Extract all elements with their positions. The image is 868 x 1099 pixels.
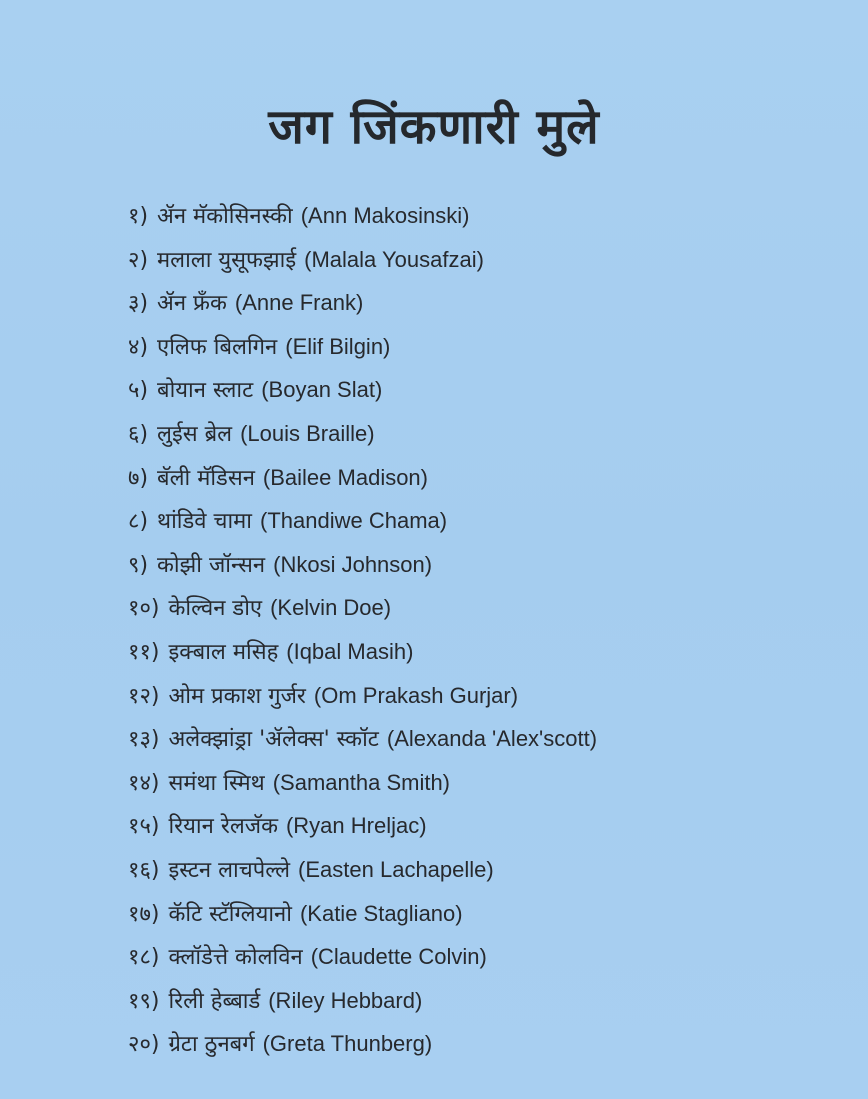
item-number: ११) (128, 639, 160, 665)
item-name-english: (Elif Bilgin) (285, 333, 391, 359)
list-item (128, 804, 597, 848)
item-name-marathi: कोझी जॉन्सन (157, 552, 266, 578)
item-name-marathi: इक्बाल मसिह (168, 639, 279, 665)
item-number: ९) (128, 552, 149, 578)
item-name-english: (Malala Yousafzai) (304, 246, 484, 272)
item-name-marathi: कॅटि स्टॅग्लियानो (168, 901, 292, 927)
item-name-marathi: ग्रेटा ठुनबर्ग (168, 1032, 255, 1058)
item-name-english: (Kelvin Doe) (270, 595, 392, 621)
item-number: १४) (128, 770, 160, 796)
item-name-marathi: रियान रेलजॅक (168, 814, 278, 840)
list-item (128, 717, 597, 761)
item-name-marathi: बोयान स्लाट (157, 378, 254, 404)
item-name-marathi: ॲन मॅकोसिनस्की (157, 204, 293, 229)
list-item (128, 499, 597, 543)
item-number: ६) (128, 421, 149, 447)
list-item (128, 848, 597, 892)
item-number: ३) (128, 291, 149, 317)
item-number: १६) (128, 857, 160, 883)
item-name-english: (Greta Thunberg) (262, 1031, 433, 1057)
item-name-english: (Nkosi Johnson) (273, 551, 433, 577)
list-item (128, 456, 597, 500)
item-name-english: (Iqbal Masih) (286, 638, 414, 664)
item-name-english: (Ryan Hreljac) (285, 813, 427, 839)
list-item (128, 935, 597, 979)
list-item (128, 368, 597, 412)
names-list (128, 194, 597, 1066)
list-item (128, 630, 597, 674)
item-name-marathi: इस्टन लाचपेल्ले (168, 857, 291, 883)
item-number: ५) (128, 378, 149, 404)
item-number: १) (128, 204, 149, 229)
list-item (128, 586, 597, 630)
list-item (128, 979, 597, 1023)
item-number: १७) (128, 901, 160, 927)
list-item (128, 194, 597, 238)
item-number: १५) (128, 814, 160, 840)
item-name-english: (Easten Lachapelle) (298, 856, 494, 882)
list-item (128, 761, 597, 805)
item-name-marathi: क्लॉडेत्ते कोलविन (168, 945, 303, 971)
item-number: ४) (128, 334, 149, 360)
list-item (128, 892, 597, 936)
item-number: १३) (128, 727, 160, 753)
item-name-english: (Louis Braille) (240, 420, 375, 446)
item-number: १९) (128, 988, 160, 1014)
item-name-marathi: केल्विन डोए (168, 596, 263, 622)
item-name-english: (Claudette Colvin) (310, 944, 487, 970)
item-name-english: (Ann Makosinski) (300, 203, 470, 228)
item-name-english: (Katie Stagliano) (299, 900, 463, 926)
item-number: २) (128, 247, 149, 273)
item-name-english: (Alexanda 'Alex'scott) (386, 726, 598, 752)
item-name-marathi: अलेक्झांड्रा 'ॲलेक्स' स्कॉट (168, 727, 379, 753)
item-number: २०) (128, 1032, 160, 1058)
item-name-english: (Boyan Slat) (261, 377, 383, 403)
item-name-marathi: ओम प्रकाश गुर्जर (168, 683, 306, 709)
list-item (128, 543, 597, 587)
item-name-english: (Riley Hebbard) (268, 987, 423, 1013)
item-number: १८) (128, 945, 160, 971)
item-name-english: (Bailee Madison) (262, 464, 428, 490)
item-name-marathi: लुईस ब्रेल (157, 421, 233, 447)
item-name-marathi: एलिफ बिलगिन (157, 334, 278, 360)
list-item (128, 674, 597, 718)
list-item (128, 412, 597, 456)
item-name-marathi: बॅली मॅडिसन (157, 465, 255, 491)
item-name-marathi: समंथा स्मिथ (168, 770, 265, 796)
item-number: १०) (128, 596, 160, 622)
item-number: ८) (128, 509, 149, 535)
item-name-english: (Om Prakash Gurjar) (313, 682, 519, 708)
list-item (128, 238, 597, 282)
list-item (128, 325, 597, 369)
item-name-marathi: ॲन फ्रँक (157, 291, 227, 317)
item-name-marathi: थांडिवे चामा (157, 509, 253, 535)
item-name-marathi: मलाला युसूफझाई (157, 247, 297, 273)
item-number: १२) (128, 683, 160, 709)
item-name-english: (Anne Frank) (234, 290, 364, 316)
item-number: ७) (128, 465, 149, 491)
list-item (128, 281, 597, 325)
item-name-english: (Thandiwe Chama) (260, 508, 448, 534)
list-item (128, 1022, 597, 1066)
page-title: जग जिंकणारी मुले (268, 99, 600, 155)
item-name-english: (Samantha Smith) (272, 769, 451, 795)
item-name-marathi: रिली हेब्बार्ड (168, 988, 261, 1014)
